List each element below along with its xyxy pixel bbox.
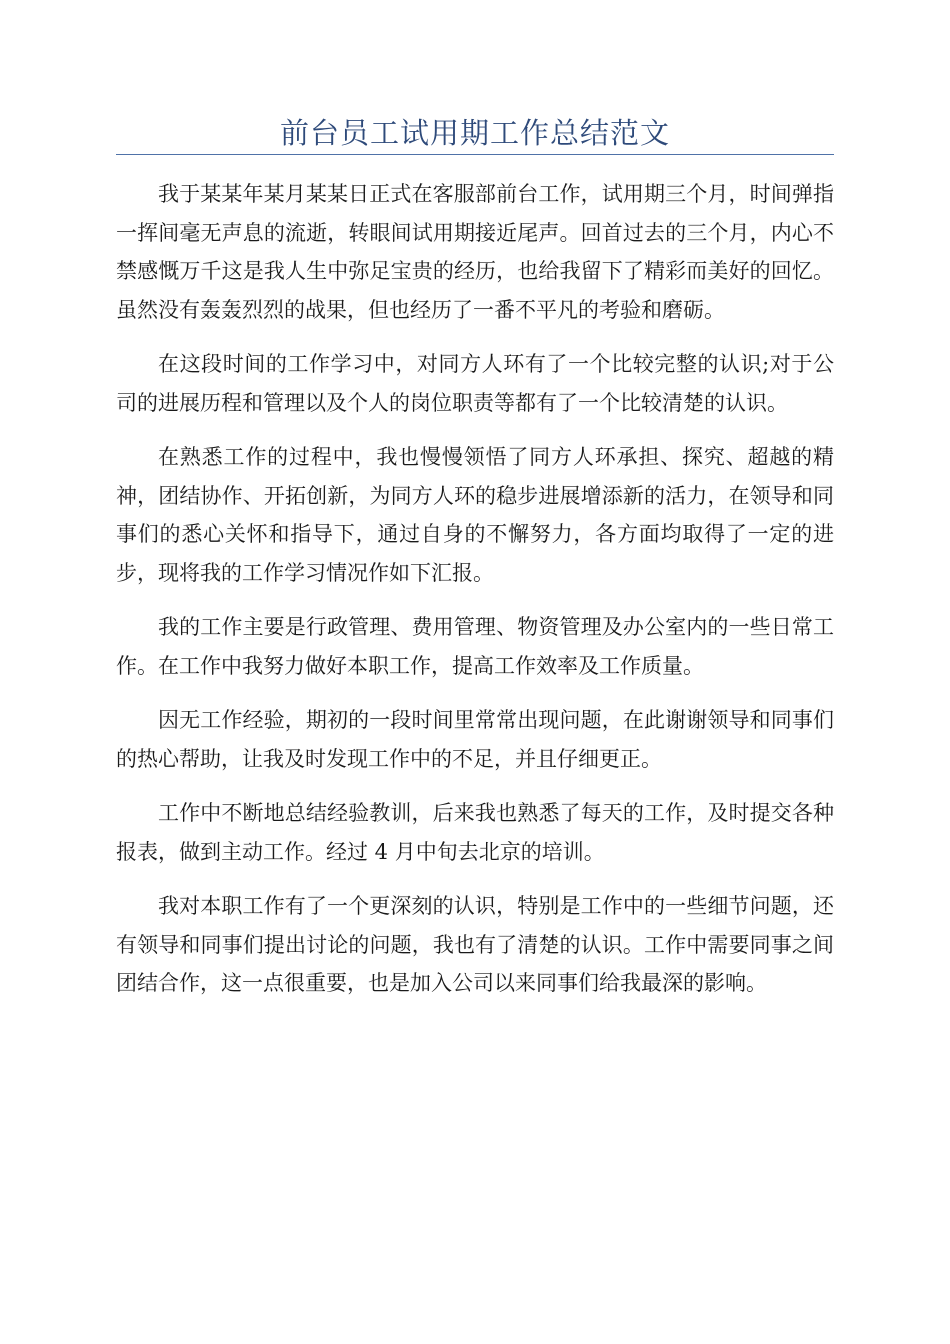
paragraph-2: 在这段时间的工作学习中，对同方人环有了一个比较完整的认识;对于公司的进展历程和管理以及个人的岗位职责等都有了一个比较清楚的认识。 <box>116 352 834 415</box>
paragraph-6: 工作中不断地总结经验教训，后来我也熟悉了每天的工作，及时提交各种报表，做到主动工作。经过 4 月中旬去北京的培训。 <box>116 801 834 864</box>
paragraph-1: 我于某某年某月某某日正式在客服部前台工作，试用期三个月，时间弹指一挥间毫无声息的流逝，转眼间试用期接近尾声。回首过去的三个月，内心不禁感慨万千这是我人生中弥足宝贵的经历，也给我留下了精彩而美好的回忆。虽然没有轰轰烈烈的战果，但也经历了一番不平凡的考验和磨砺。 <box>116 182 834 322</box>
title-underline <box>116 154 834 155</box>
paragraph-4: 我的工作主要是行政管理、费用管理、物资管理及办公室内的一些日常工作。在工作中我努力做好本职工作，提高工作效率及工作质量。 <box>116 615 834 678</box>
paragraph-3: 在熟悉工作的过程中，我也慢慢领悟了同方人环承担、探究、超越的精神，团结协作、开拓创新，为同方人环的稳步进展增添新的活力，在领导和同事们的悉心关怀和指导下，通过自身的不懈努力，各方面均取得了一定的进步，现将我的工作学习情况作如下汇报。 <box>116 445 834 585</box>
paragraph-5: 因无工作经验，期初的一段时间里常常出现问题，在此谢谢领导和同事们的热心帮助，让我及时发现工作中的不足，并且仔细更正。 <box>116 708 834 771</box>
document-body <box>116 175 834 1019</box>
document-title: 前台员工试用期工作总结范文 <box>279 116 670 150</box>
paragraph-7: 我对本职工作有了一个更深刻的认识，特别是工作中的一些细节问题，还有领导和同事们提出讨论的问题，我也有了清楚的认识。工作中需要同事之间团结合作，这一点很重要，也是加入公司以来同事们给我最深的影响。 <box>116 894 834 995</box>
